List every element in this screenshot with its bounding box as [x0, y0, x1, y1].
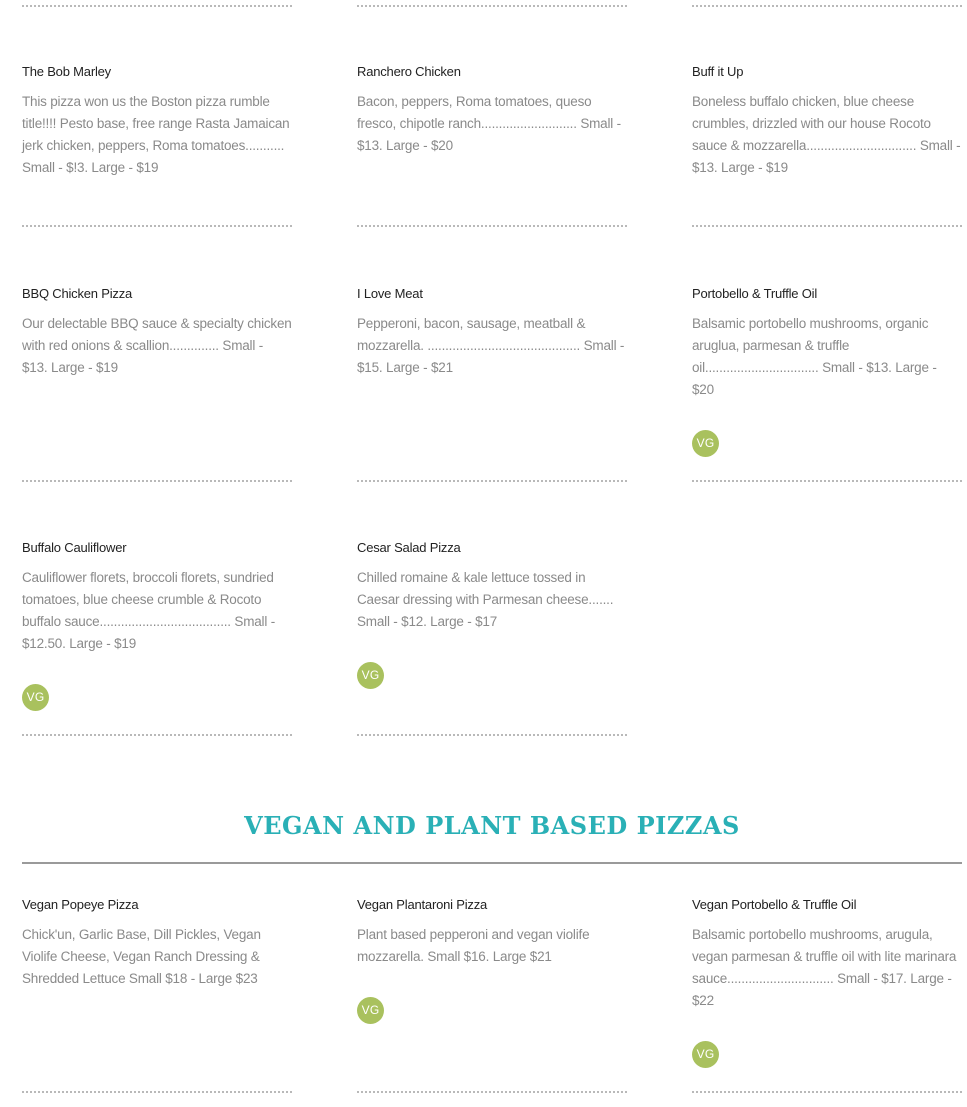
menu-item-name: Cesar Salad Pizza	[357, 540, 461, 555]
menu-item-description: This pizza won us the Boston pizza rumble title!!!! Pesto base, free range Rasta Jamaican jerk chicken, peppers, Roma tomatoes........... Small - $!3. Large - $19	[22, 94, 290, 175]
vegetarian-badge: VG	[692, 1041, 719, 1068]
vegetarian-badge: VG	[22, 684, 49, 711]
menu-divider	[22, 480, 292, 482]
menu-item-description: Chick'un, Garlic Base, Dill Pickles, Vegan Violife Cheese, Vegan Ranch Dressing & Shredded Lettuce Small $18 - Large $23	[22, 927, 261, 986]
menu-divider	[357, 1091, 627, 1093]
menu-item-name: I Love Meat	[357, 286, 423, 301]
menu-item-name: Vegan Plantaroni Pizza	[357, 897, 488, 912]
vegetarian-badge: VG	[357, 997, 384, 1024]
menu-item-description: Our delectable BBQ sauce & specialty chicken with red onions & scallion.............. Small - $13. Large - $19	[22, 316, 292, 375]
menu-item-name: Portobello & Truffle Oil	[692, 286, 818, 301]
menu-item-name: Buffalo Cauliflower	[22, 540, 127, 555]
menu-item-description: Plant based pepperoni and vegan violife mozzarella. Small $16. Large $21	[357, 927, 590, 964]
menu-divider	[692, 1091, 962, 1093]
vegetarian-badge: VG	[692, 430, 719, 457]
menu-divider	[692, 5, 962, 7]
menu-divider	[22, 5, 292, 7]
menu-divider	[357, 480, 627, 482]
menu-item-description: Balsamic portobello mushrooms, arugula, vegan parmesan & truffle oil with lite marinara sauce.............................. Small - $17. Large - $22	[692, 927, 957, 1008]
menu-divider	[357, 225, 627, 227]
section-title: VEGAN AND PLANT BASED PIZZAS	[244, 811, 740, 840]
menu-item-description: Boneless buffalo chicken, blue cheese crumbles, drizzled with our house Rocoto sauce & mozzarella............................... Small - $13. Large - $19	[692, 94, 961, 175]
menu-item-name: Vegan Popeye Pizza	[22, 897, 139, 912]
menu-item-description: Pepperoni, bacon, sausage, meatball & mozzarella. ........................................... Small - $15. Large - $21	[357, 316, 625, 375]
menu-item-description: Balsamic portobello mushrooms, organic aruglua, parmesan & truffle oil................................ Small - $13. Large - $20	[692, 316, 937, 397]
menu-divider	[692, 225, 962, 227]
menu-item-name: Ranchero Chicken	[357, 64, 461, 79]
menu-item-description: Chilled romaine & kale lettuce tossed in Caesar dressing with Parmesan cheese....... Small - $12. Large - $17	[357, 570, 614, 629]
menu-item-name: BBQ Chicken Pizza	[22, 286, 133, 301]
menu-item-name: The Bob Marley	[22, 64, 111, 79]
menu-divider	[22, 734, 292, 736]
menu-item-name: Buff it Up	[692, 64, 744, 79]
section-rule	[22, 862, 962, 864]
menu-divider	[357, 734, 627, 736]
menu-item-description: Bacon, peppers, Roma tomatoes, queso fresco, chipotle ranch........................... Small - $13. Large - $20	[357, 94, 621, 153]
menu-divider	[22, 1091, 292, 1093]
menu-item-description: Cauliflower florets, broccoli florets, sundried tomatoes, blue cheese crumble & Rocoto buffalo sauce..................................... Small - $12.50. Large - $19	[22, 570, 275, 651]
vegetarian-badge: VG	[357, 662, 384, 689]
menu-divider	[22, 225, 292, 227]
menu-divider	[357, 5, 627, 7]
menu-item-name: Vegan Portobello & Truffle Oil	[692, 897, 857, 912]
menu-divider	[692, 480, 962, 482]
